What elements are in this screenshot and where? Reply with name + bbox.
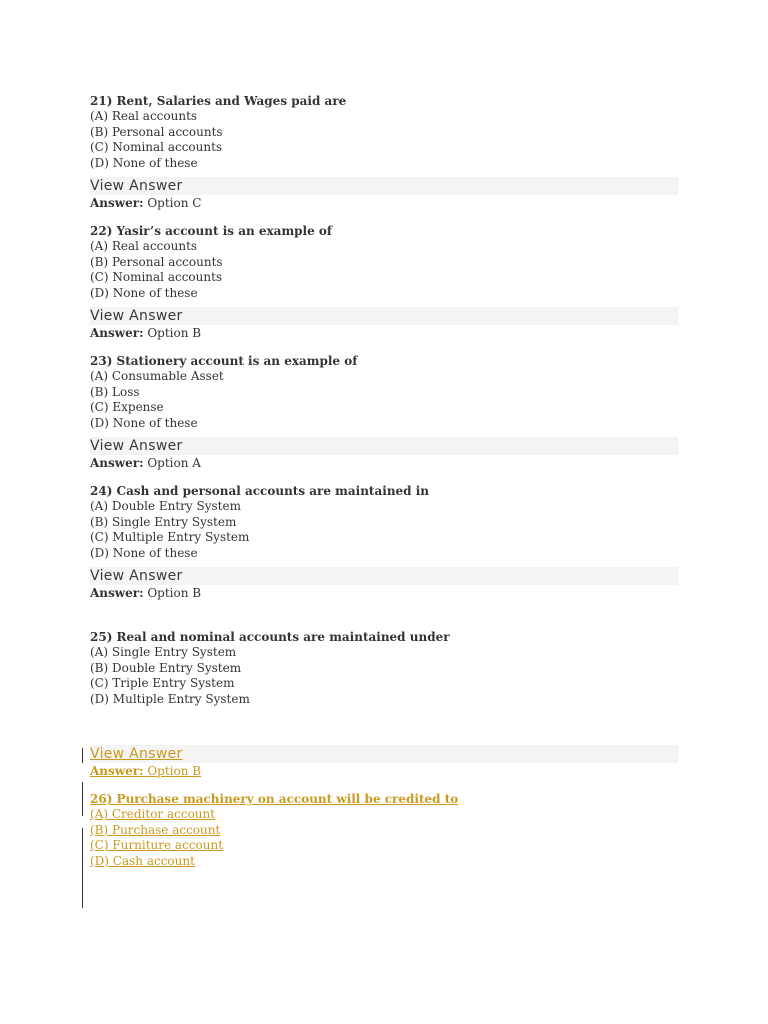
- question-block: [90, 629, 678, 707]
- option-b: (B) Double Entry System: [90, 660, 242, 675]
- option-a: (A) Creditor account: [90, 807, 216, 821]
- question-block: [90, 353, 678, 471]
- option-a: (A) Consumable Asset: [90, 369, 224, 383]
- option-b: (B) Personal accounts: [90, 254, 223, 269]
- option-b: (B) Personal accounts: [90, 124, 223, 139]
- option-c: (C) Furniture account: [90, 838, 224, 852]
- view-answer-button[interactable]: View Answer: [90, 745, 678, 763]
- answer-value: Option B: [143, 586, 202, 600]
- option-c: (C) Multiple Entry System: [90, 530, 250, 544]
- option-b: (B) Loss: [90, 384, 140, 399]
- answer-label: Answer:: [90, 326, 144, 340]
- question-title: 24) Cash and personal accounts are maintained in: [90, 484, 430, 498]
- highlighted-answer-block: [90, 745, 678, 779]
- answer-value: Option A: [143, 456, 201, 470]
- view-answer-button[interactable]: View Answer: [90, 177, 678, 195]
- quiz-page: [90, 93, 678, 869]
- question-block: [90, 223, 678, 341]
- answer-value: Option C: [143, 196, 202, 210]
- view-answer-button[interactable]: View Answer: [90, 437, 678, 455]
- option-b: (B) Single Entry System: [90, 514, 237, 529]
- answer-value: Option B: [143, 764, 202, 778]
- option-d: (D) Cash account: [90, 853, 195, 868]
- answer-label: Answer:: [90, 764, 144, 778]
- option-a: (A) Real accounts: [90, 109, 198, 123]
- answer-label: Answer:: [90, 586, 144, 600]
- view-answer-button[interactable]: View Answer: [90, 567, 678, 585]
- option-d: (D) None of these: [90, 285, 198, 300]
- question-title: 22) Yasir’s account is an example of: [90, 224, 333, 238]
- option-a: (A) Double Entry System: [90, 499, 241, 513]
- question-block: [90, 791, 678, 869]
- answer-label: Answer:: [90, 456, 144, 470]
- option-d: (D) Multiple Entry System: [90, 691, 250, 706]
- question-title: 21) Rent, Salaries and Wages paid are: [90, 94, 347, 108]
- question-title: 26) Purchase machinery on account will be credited to: [90, 792, 459, 806]
- option-c: (C) Nominal accounts: [90, 140, 223, 154]
- question-block: [90, 93, 678, 211]
- text-cursor: [82, 748, 83, 763]
- option-d: (D) None of these: [90, 545, 198, 560]
- question-title: 25) Real and nominal accounts are maintained under: [90, 630, 450, 644]
- option-a: (A) Single Entry System: [90, 645, 237, 659]
- answer-value: Option B: [143, 326, 202, 340]
- answer-line: [90, 585, 678, 601]
- question-block: [90, 483, 678, 601]
- answer-line: [90, 325, 678, 341]
- answer-label: Answer:: [90, 196, 144, 210]
- option-a: (A) Real accounts: [90, 239, 198, 253]
- option-c: (C) Expense: [90, 400, 164, 414]
- option-d: (D) None of these: [90, 415, 198, 430]
- option-c: (C) Nominal accounts: [90, 270, 223, 284]
- answer-line: [90, 195, 678, 211]
- answer-line: [90, 763, 678, 779]
- change-bar: [82, 782, 83, 816]
- option-c: (C) Triple Entry System: [90, 676, 235, 690]
- question-title: 23) Stationery account is an example of: [90, 354, 358, 368]
- change-bar: [82, 828, 83, 908]
- view-answer-button[interactable]: View Answer: [90, 307, 678, 325]
- option-b: (B) Purchase account: [90, 822, 221, 837]
- answer-line: [90, 455, 678, 471]
- option-d: (D) None of these: [90, 155, 198, 170]
